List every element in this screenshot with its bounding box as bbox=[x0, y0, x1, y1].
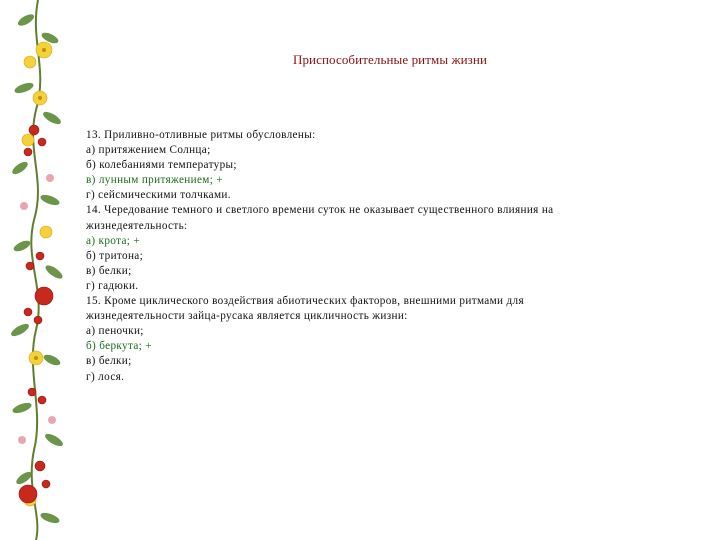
question-text: жизнедеятельности зайца-русака является цикличность жизни: bbox=[86, 310, 408, 323]
answer-option: г) гадюки. bbox=[86, 279, 139, 292]
answer-option: б) колебаниями температуры; bbox=[86, 159, 237, 172]
answer-option: а) пеночки; bbox=[86, 325, 144, 338]
answer-option: а) притяжением Солнца; bbox=[86, 144, 211, 157]
answer-option-correct: а) крота; + bbox=[86, 234, 141, 247]
question-text: 13. Приливно-отливные ритмы обусловлены: bbox=[86, 129, 316, 141]
answer-option: в) белки; bbox=[86, 264, 132, 277]
answer-option: г) сейсмическими толчками. bbox=[86, 189, 231, 202]
answer-option: в) белки; bbox=[86, 355, 132, 368]
answer-option-correct: в) лунным притяжением; + bbox=[86, 174, 223, 187]
question-text: 14. Чередование темного и светлого времени суток не оказывает существенного влияния на bbox=[86, 204, 554, 217]
quiz-content bbox=[86, 128, 686, 385]
answer-option-correct: б) беркута; + bbox=[86, 340, 152, 353]
question-text: жизнедеятельность: bbox=[86, 219, 188, 232]
question-text: 15. Кроме циклического воздействия абиотических факторов, внешними ритмами для bbox=[86, 295, 524, 308]
slide-title: Приспособительные ритмы жизни bbox=[292, 52, 488, 67]
answer-option: г) лося. bbox=[86, 370, 125, 383]
floral-border-icon bbox=[0, 0, 78, 540]
answer-option: б) тритона; bbox=[86, 249, 144, 262]
